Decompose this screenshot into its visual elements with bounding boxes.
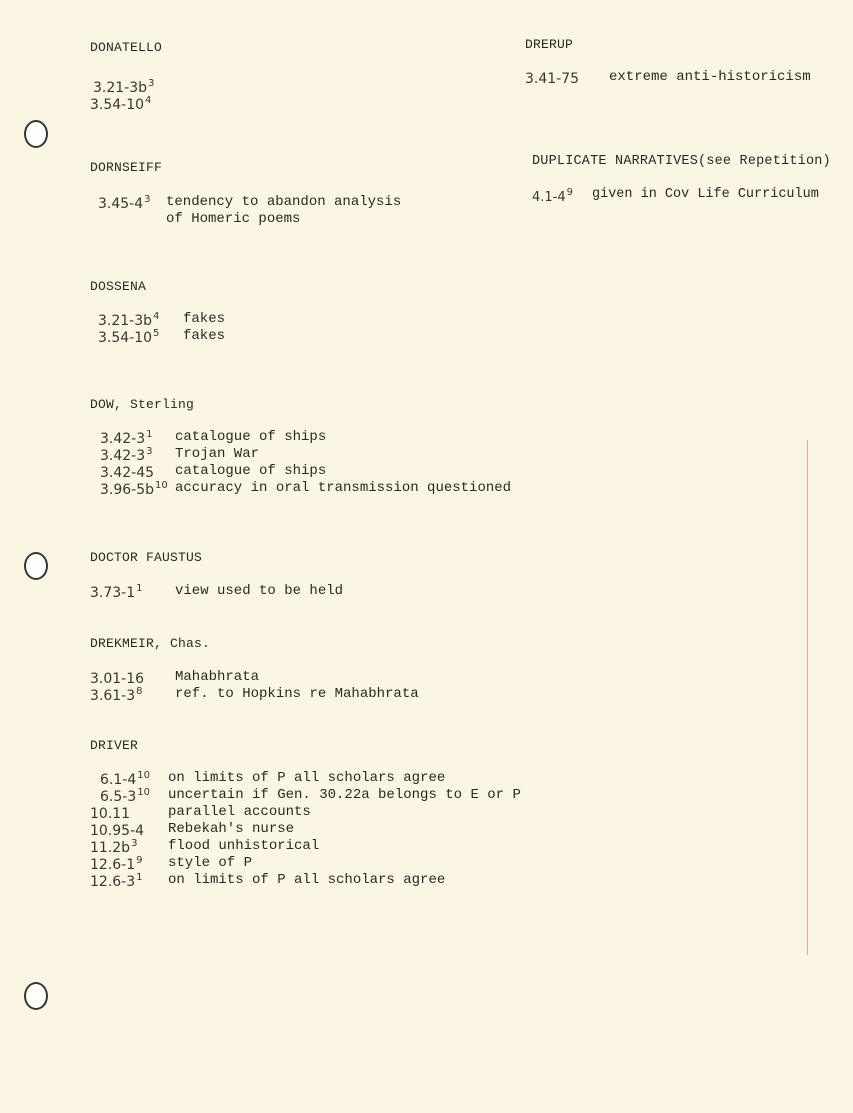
entry-row	[90, 429, 327, 447]
entry-heading: DREKMEIR, Chas.	[90, 636, 211, 651]
page-ref: $3.54-10^4$	[90, 95, 152, 113]
entry-row	[90, 328, 226, 346]
entry-heading: DOSSENA	[90, 279, 147, 294]
entry-row	[90, 446, 260, 464]
page-ref: $3.54-10^5$	[98, 328, 160, 346]
entry-note: extreme anti-historicism	[609, 69, 811, 85]
page-ref: $3.42-3^1$	[100, 429, 153, 447]
page-ref: $3.96-5b^{10}$	[100, 480, 168, 498]
entry-note: catalogue of ships	[175, 429, 327, 445]
page-ref: $6.1-4^{10}$	[100, 770, 150, 788]
page-ref: $6.5-3^{10}$	[100, 787, 150, 805]
entry-dossena	[90, 279, 226, 346]
entry-note: fakes	[183, 311, 226, 327]
entry-note: style of P	[168, 855, 253, 871]
entry-row	[90, 770, 446, 788]
entry-row	[90, 194, 402, 212]
binder-hole-middle	[24, 552, 48, 580]
entry-heading: DORNSEIFF	[90, 160, 163, 175]
entry-duplicate-narratives	[532, 154, 831, 204]
entry-note: Rebekah's nurse	[168, 821, 295, 837]
entry-row	[90, 855, 253, 873]
entry-row	[90, 78, 162, 95]
entry-note: accuracy in oral transmission questioned	[175, 480, 512, 496]
entry-row	[90, 686, 419, 704]
entry-heading: DONATELLO	[90, 40, 163, 55]
entry-drekmeir	[90, 636, 419, 704]
page-ref: $11.2b^3$	[90, 838, 138, 856]
page-ref: $3.61-3^8$	[90, 686, 143, 704]
binder-hole-top	[24, 120, 48, 148]
page-ref: $12.6-3^1$	[90, 872, 143, 890]
entry-row	[90, 787, 521, 805]
entry-note: on limits of P all scholars agree	[168, 770, 446, 786]
entry-note: flood unhistorical	[168, 838, 320, 854]
entry-note: ref. to Hopkins re Mahabhrata	[175, 686, 419, 702]
entry-dow-sterling	[90, 397, 512, 498]
entry-doctor-faustus	[90, 550, 344, 601]
entry-note: view used to be held	[175, 583, 344, 599]
entry-note: given in Cov Life Curriculum	[592, 187, 819, 202]
margin-line	[807, 440, 808, 955]
page-ref: $3.21-3b^3$	[93, 78, 155, 96]
page-ref: $4.1-4^9$	[532, 187, 574, 205]
entry-heading: DRERUP	[525, 37, 574, 52]
entry-donatello	[90, 40, 162, 112]
page-ref: $3.73-1^1$	[90, 583, 143, 601]
page-ref: 3.41-75	[525, 71, 580, 87]
entry-row	[90, 872, 446, 890]
entry-row	[525, 69, 811, 87]
entry-row	[90, 838, 320, 856]
entry-row	[90, 95, 162, 112]
page-ref: $3.21-3b^4$	[98, 311, 160, 329]
entry-drerup	[525, 37, 811, 87]
entry-note: on limits of P all scholars agree	[168, 872, 446, 888]
entry-driver	[90, 738, 521, 890]
page-ref: 3.01-16	[90, 671, 145, 687]
entry-note: Trojan War	[175, 446, 260, 462]
entry-row	[90, 463, 327, 481]
page-ref: 10.95-4	[90, 823, 145, 839]
entry-row	[90, 311, 226, 329]
entry-note: catalogue of ships	[175, 463, 327, 479]
binder-hole-bottom	[24, 982, 48, 1010]
entry-row	[90, 821, 295, 839]
entry-row	[90, 804, 311, 822]
entry-note: uncertain if Gen. 30.22a belongs to E or P	[168, 787, 521, 803]
entry-row	[90, 480, 512, 498]
entry-heading: DOW, Sterling	[90, 397, 195, 412]
entry-row	[90, 669, 260, 687]
page-ref: $3.42-3^3$	[100, 446, 153, 464]
entry-note: fakes	[183, 328, 226, 344]
entry-row	[90, 583, 344, 601]
entry-heading: DOCTOR FAUSTUS	[90, 550, 203, 565]
entry-dornseiff	[90, 160, 402, 228]
page-ref: $12.6-1^9$	[90, 855, 143, 873]
page-ref: 10.11	[90, 806, 131, 822]
entry-note: tendency to abandon analysis	[166, 194, 402, 210]
entry-note-continued: of Homeric poems	[166, 211, 301, 227]
entry-note: parallel accounts	[168, 804, 311, 820]
entry-heading: DUPLICATE NARRATIVES(see Repetition)	[532, 154, 831, 169]
entry-row	[532, 187, 831, 204]
entry-heading: DRIVER	[90, 738, 139, 753]
entry-note: Mahabhrata	[175, 669, 260, 685]
page-ref: 3.42-45	[100, 465, 155, 481]
page-ref: $3.45-4^3$	[98, 194, 151, 212]
